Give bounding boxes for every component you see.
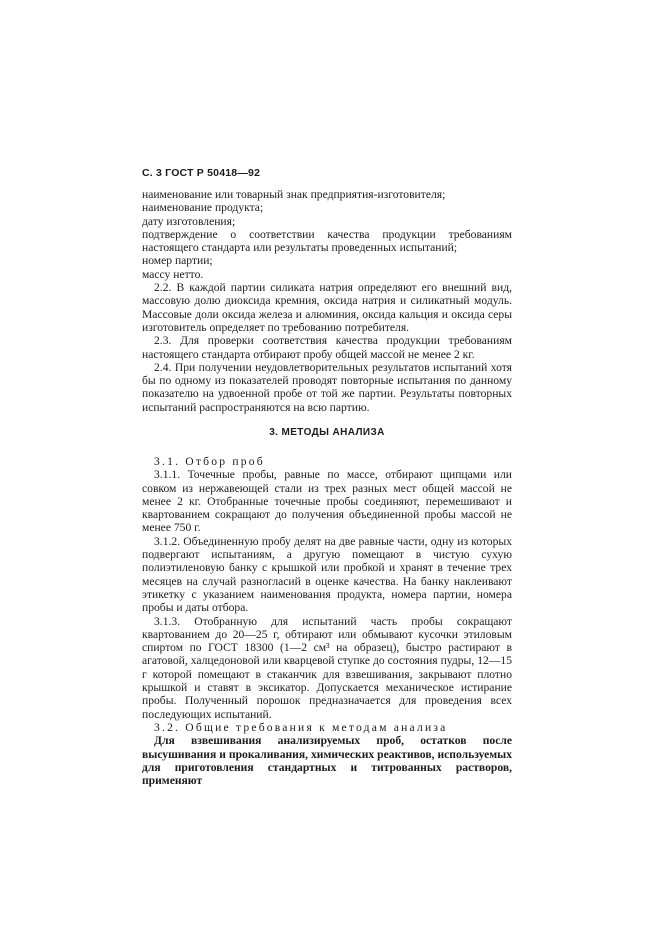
paragraph-2-3: 2.3. Для проверки соответствия качества продукции требованиям настоящего стандарта отбирают пробу общей массой не менее 2 кг. — [142, 334, 512, 361]
paragraph-2-2: 2.2. В каждой партии силиката натрия определяют его внешний вид, массовую долю диоксида кремния, оксида натрия и силикатный модуль. Массовые доли оксида железа и алюминия, оксида кальция и оксида серы изготовитель определяет по требованию потребителя. — [142, 281, 512, 334]
paragraph-3-2: Для взвешивания анализируемых проб, остатков после высушивания и прокаливания, химических реактивов, используемых для приготовления стандартных и титрованных растворов, применяют — [142, 734, 512, 788]
list-item: наименование продукта; — [142, 201, 264, 215]
section-2-continued — [142, 188, 512, 414]
paragraph-3-1-3: 3.1.3. Отобранную для испытаний часть пробы сокращают квартованием до 20—25 г, обтирают или обмывают кусочки этиловым спиртом по ГОСТ 18300 (1—2 см³ на образец), быстро растирают в агатовой, халцедоновой или кварцевой ступке до состояния пудры, 12—15 г которой помещают в стаканчик для взвешивания, закрывают плотно крышкой и ставят в эксикатор. Допускается механическое истирание пробы. Полученный порошок предназначается для проведения всех последующих испытаний. — [142, 614, 512, 721]
marking-list — [142, 188, 512, 281]
subsection-3-2-title: 3.2. Общие требования к методам анализа — [154, 720, 448, 734]
paragraph-2-4: 2.4. При получении неудовлетворительных результатов испытаний хотя бы по одному из показателей проводят повторные испытания по данному показателю на удвоенной пробе от той же партии. Результаты повторных испытаний распространяются на всю партию. — [142, 360, 512, 414]
subsection-3-1-title: 3.1. Отбор проб — [154, 455, 265, 468]
section-3-title: 3. МЕТОДЫ АНАЛИЗА — [269, 427, 385, 438]
list-item: дату изготовления; — [142, 214, 236, 228]
section-3-body — [142, 455, 512, 787]
paragraph-3-1-1: 3.1.1. Точечные пробы, равные по массе, отбирают щипцами или совком из нержавеющей стали из трех разных мест общей массой не менее 2 кг. Отобранные точечные пробы соединяют, перемешивают и квартованием сокращают до получения объединенной пробы массой не менее 750 г. — [142, 468, 512, 535]
list-item: подтверждение о соответствии качества продукции требованиям настоящего стандарта или результаты проведенных испытаний; — [142, 227, 512, 255]
list-item: номер партии; — [142, 254, 213, 268]
list-item: массу нетто. — [142, 267, 204, 281]
paragraph-3-1-2: 3.1.2. Объединенную пробу делят на две равные части, одну из которых подвергают испытаниям, а другую помещают в чистую сухую полиэтиленовую банку с крышкой или пробкой и хранят в течение трех месяцев на случай разногласий в оценке качества. На банку наклеивают этикетку с указанием наименования продукта, номера партии, номера пробы и даты отбора. — [142, 534, 512, 615]
page-header: С. 3 ГОСТ Р 50418—92 — [142, 167, 261, 179]
list-item: наименование или товарный знак предприятия-изготовителя; — [142, 188, 446, 201]
